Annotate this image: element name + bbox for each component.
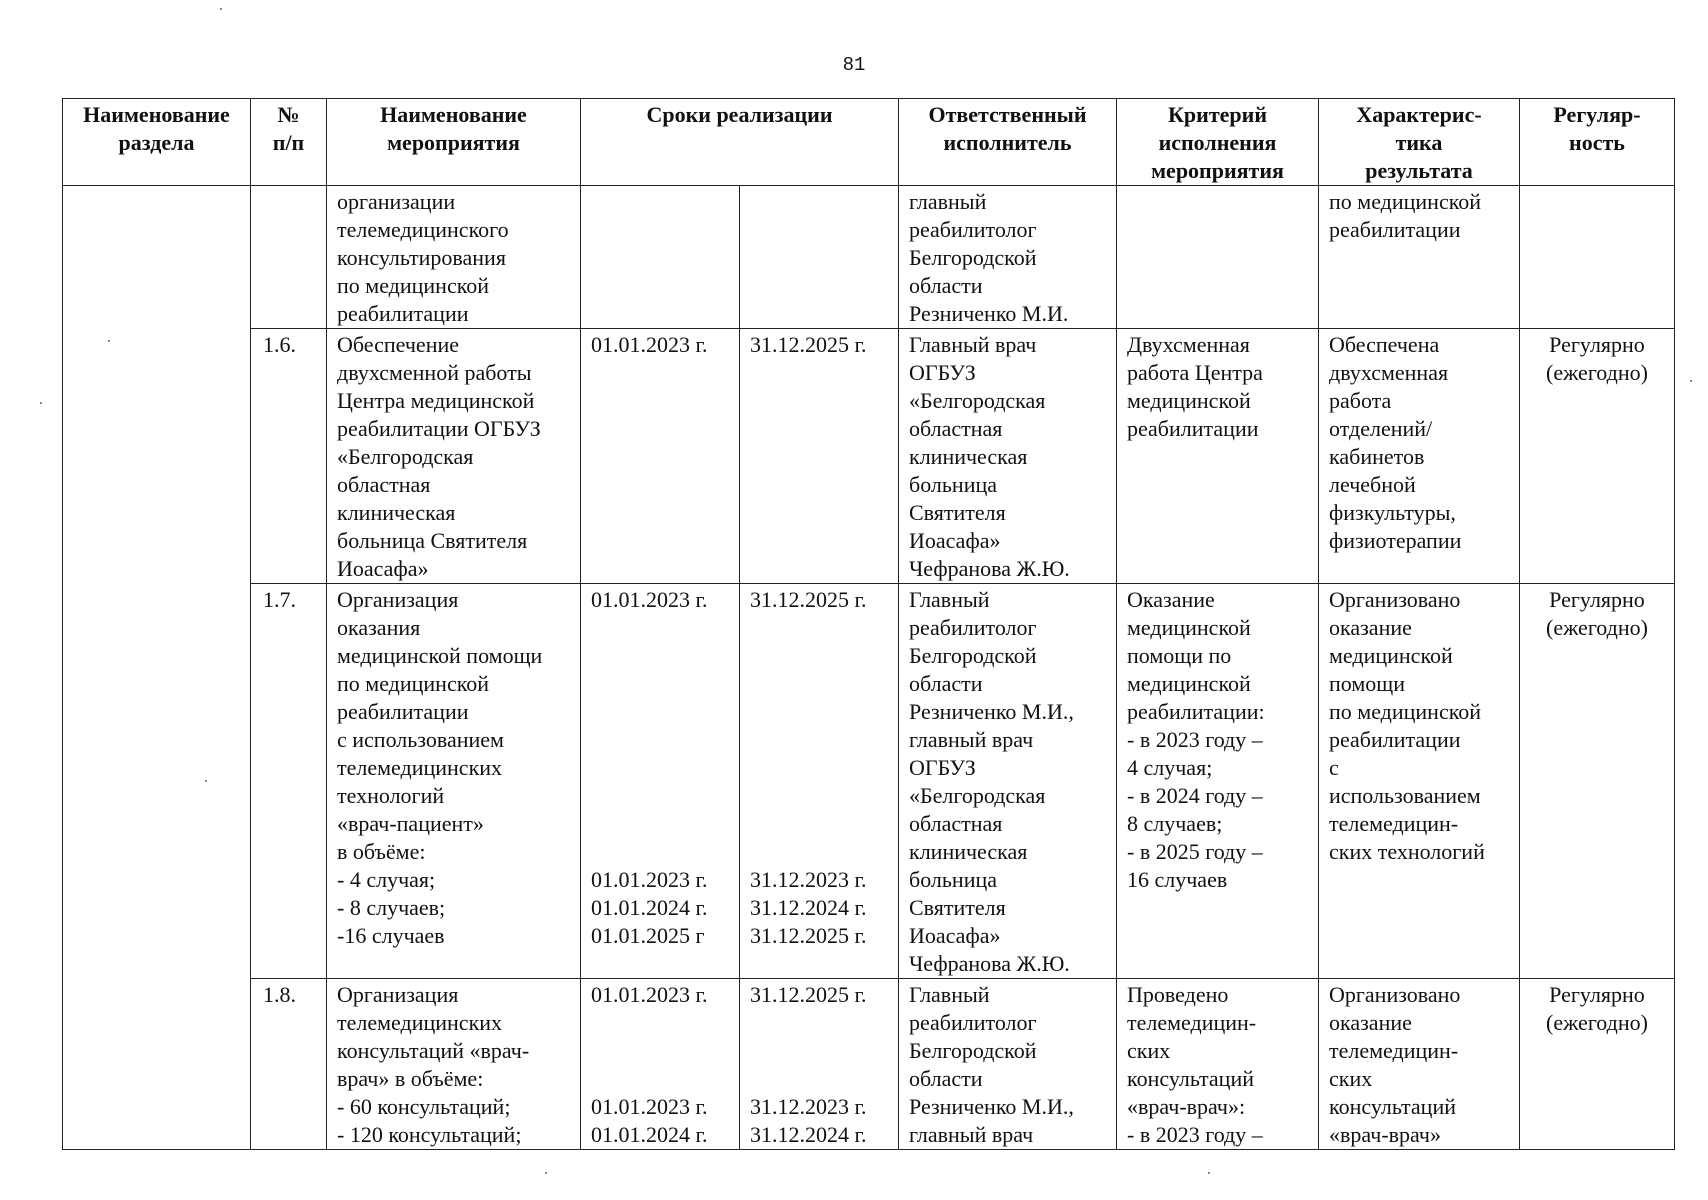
start-date-cell: 01.01.2023 г. 01.01.2023 г. 01.01.2024 г. 01.01.2025 г	[581, 584, 740, 979]
scan-speck	[40, 402, 42, 404]
regularity-cell	[1520, 186, 1675, 329]
end-date-cell	[740, 186, 899, 329]
scan-speck	[1690, 380, 1692, 382]
page-number: 81	[842, 54, 866, 76]
responsible-cell: Главный реабилитолог Белгородской области Резниченко М.И., главный врач	[899, 979, 1117, 1150]
event-cell: Организация оказания медицинской помощи по медицинской реабилитации с использованием телемедицинских технологий «врач-пациент» в объёме: - 4 случая; - 8 случаев; -16 случаев	[327, 584, 581, 979]
result-cell: Организовано оказание медицинской помощи по медицинской реабилитации с использованием телемедицин- ских технологий	[1319, 584, 1520, 979]
responsible-cell: Главный врач ОГБУЗ «Белгородская областная клиническая больница Святителя Иоасафа» Чефранова Ж.Ю.	[899, 329, 1117, 584]
header-section-name: Наименование раздела	[63, 99, 251, 186]
event-cell: Организация телемедицинских консультаций «врач- врач» в объёме: - 60 консультаций; - 120 консультаций;	[327, 979, 581, 1150]
scan-speck	[1208, 1172, 1210, 1174]
scan-speck	[545, 1172, 547, 1174]
start-date-cell	[581, 186, 740, 329]
result-cell: Организовано оказание телемедицин- ских консультаций «врач-врач»	[1319, 979, 1520, 1150]
regularity-cell: Регулярно (ежегодно)	[1520, 329, 1675, 584]
number-cell: 1.8.	[251, 979, 327, 1150]
table-row	[63, 979, 1675, 1150]
regularity-cell: Регулярно (ежегодно)	[1520, 979, 1675, 1150]
responsible-cell: Главный реабилитолог Белгородской области Резниченко М.И., главный врач ОГБУЗ «Белгородская областная клиническая больница Святителя Иоасафа» Чефранова Ж.Ю.	[899, 584, 1117, 979]
scan-speck	[205, 780, 207, 782]
end-date-cell: 31.12.2025 г. 31.12.2023 г. 31.12.2024 г.	[740, 979, 899, 1150]
number-cell: 1.7.	[251, 584, 327, 979]
criterion-cell: Оказание медицинской помощи по медицинской реабилитации: - в 2023 году – 4 случая; - в 2024 году – 8 случаев; - в 2025 году – 16 случаев	[1117, 584, 1319, 979]
criterion-cell: Двухсменная работа Центра медицинской реабилитации	[1117, 329, 1319, 584]
end-date-cell: 31.12.2025 г.	[740, 329, 899, 584]
header-result: Характерис- тика результата	[1319, 99, 1520, 186]
scan-speck	[108, 340, 110, 342]
header-event-name: Наименование мероприятия	[327, 99, 581, 186]
table-row	[63, 584, 1675, 979]
scan-speck	[220, 8, 222, 10]
criterion-cell	[1117, 186, 1319, 329]
table-row	[63, 186, 1675, 329]
event-cell: организации телемедицинского консультирования по медицинской реабилитации	[327, 186, 581, 329]
result-cell: по медицинской реабилитации	[1319, 186, 1520, 329]
result-cell: Обеспечена двухсменная работа отделений/ кабинетов лечебной физкультуры, физиотерапии	[1319, 329, 1520, 584]
header-criterion: Критерий исполнения мероприятия	[1117, 99, 1319, 186]
table-row	[63, 329, 1675, 584]
end-date-cell: 31.12.2025 г. 31.12.2023 г. 31.12.2024 г. 31.12.2025 г.	[740, 584, 899, 979]
number-cell	[251, 186, 327, 329]
header-number: № п/п	[251, 99, 327, 186]
regularity-cell: Регулярно (ежегодно)	[1520, 584, 1675, 979]
header-responsible: Ответственный исполнитель	[899, 99, 1117, 186]
start-date-cell: 01.01.2023 г. 01.01.2023 г. 01.01.2024 г.	[581, 979, 740, 1150]
header-regularity: Регуляр- ность	[1520, 99, 1675, 186]
table-header-row	[63, 99, 1675, 186]
responsible-cell: главный реабилитолог Белгородской области Резниченко М.И.	[899, 186, 1117, 329]
activities-table	[62, 98, 1675, 1150]
header-timeframe: Сроки реализации	[581, 99, 899, 186]
start-date-cell: 01.01.2023 г.	[581, 329, 740, 584]
event-cell: Обеспечение двухсменной работы Центра медицинской реабилитации ОГБУЗ «Белгородская областная клиническая больница Святителя Иоасафа»	[327, 329, 581, 584]
section-cell	[63, 186, 251, 1150]
criterion-cell: Проведено телемедицин- ских консультаций «врач-врач»: - в 2023 году –	[1117, 979, 1319, 1150]
number-cell: 1.6.	[251, 329, 327, 584]
